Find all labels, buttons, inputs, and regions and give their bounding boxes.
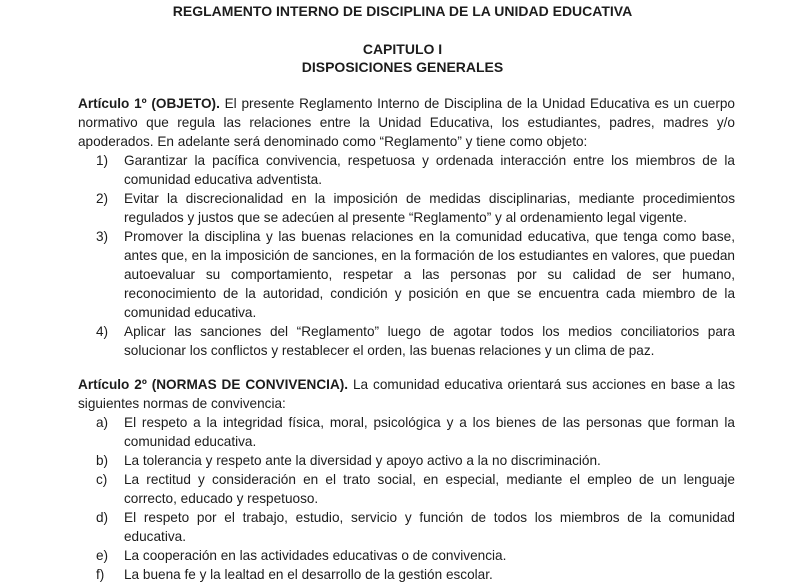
- list-item-marker: e): [96, 548, 109, 563]
- article-2-heading: Artículo 2º (NORMAS DE CONVIVENCIA).: [78, 377, 349, 392]
- chapter-number: CAPITULO I: [362, 41, 443, 57]
- list-item-text: Promover la disciplina y las buenas relaciones en la comunidad educativa, que tenga como base, antes que, en la imposición de sanciones, en la formación de los estudiantes en valores, que puedan autoevaluar su comportamiento, respetar a las personas por su calidad de ser humano, reconocimiento de la autoridad, condición y posición en que se encuentra cada miembro de la comunidad educativa.: [124, 229, 735, 320]
- list-item: [78, 189, 735, 227]
- list-item-marker: 4): [96, 324, 109, 339]
- article-1-heading: Artículo 1º (OBJETO).: [78, 96, 220, 111]
- list-item-marker: c): [96, 472, 108, 487]
- list-item: [78, 508, 735, 546]
- list-item: [78, 151, 735, 189]
- list-item-text: Aplicar las sanciones del “Reglamento” luego de agotar todos los medios conciliatorios para solucionar los conflictos y restablecer el orden, las buenas relaciones y un clima de paz.: [124, 324, 735, 358]
- article-2-text: La comunidad educativa orientará sus acciones en base a las siguientes normas de convivencia:: [78, 377, 736, 411]
- list-item-text: El respeto por el trabajo, estudio, servicio y función de todos los miembros de la comunidad educativa.: [124, 510, 735, 544]
- document-title: REGLAMENTO INTERNO DE DISCIPLINA DE LA UNIDAD EDUCATIVA: [172, 3, 633, 19]
- list-item-text: Garantizar la pacífica convivencia, respetuosa y ordenada interacción entre los miembros de la comunidad educativa adventista.: [124, 153, 735, 187]
- chapter-title: DISPOSICIONES GENERALES: [301, 59, 504, 75]
- list-item-text: El respeto a la integridad física, moral, psicológica y a los bienes de las personas que forman la comunidad educativa.: [124, 415, 735, 449]
- list-item-text: La tolerancia y respeto ante la diversidad y apoyo activo a la no discriminación.: [124, 453, 601, 468]
- list-item: [78, 546, 735, 565]
- article-1-list: [78, 151, 735, 360]
- list-item-marker: 1): [96, 153, 109, 168]
- article-1-intro: [78, 94, 735, 151]
- list-item-marker: f): [96, 567, 105, 582]
- list-item-marker: d): [96, 510, 109, 525]
- list-item: [78, 565, 735, 584]
- list-item: [78, 451, 735, 470]
- article-2-intro: [78, 375, 735, 413]
- list-item: [78, 322, 735, 360]
- list-item-marker: 3): [96, 229, 109, 244]
- article-2-list: [78, 413, 735, 584]
- article-1-text: El presente Reglamento Interno de Disciplina de la Unidad Educativa es un cuerpo normativo que regula las relaciones entre la Unidad Educativa, los estudiantes, padres, madres y/o apoderados. En adelante será denominado como “Reglamento” y tiene como objeto:: [78, 96, 735, 149]
- list-item-text: La rectitud y consideración en el trato social, en especial, mediante el empleo de un lenguaje correcto, educado y respetuoso.: [124, 472, 735, 506]
- list-item-text: Evitar la discrecionalidad en la imposición de medidas disciplinarias, mediante procedimientos regulados y justos que se adecúen al presente “Reglamento” y al ordenamiento legal vigente.: [124, 191, 735, 225]
- list-item-text: La buena fe y la lealtad en el desarrollo de la gestión escolar.: [124, 567, 493, 582]
- list-item: [78, 470, 735, 508]
- list-item: [78, 227, 735, 322]
- list-item-marker: b): [96, 453, 109, 468]
- article-1: [78, 94, 735, 360]
- list-item-text: La cooperación en las actividades educativas o de convivencia.: [124, 548, 507, 563]
- list-item-marker: a): [96, 415, 109, 430]
- list-item-marker: 2): [96, 191, 109, 206]
- list-item: [78, 413, 735, 451]
- article-2: [78, 375, 735, 584]
